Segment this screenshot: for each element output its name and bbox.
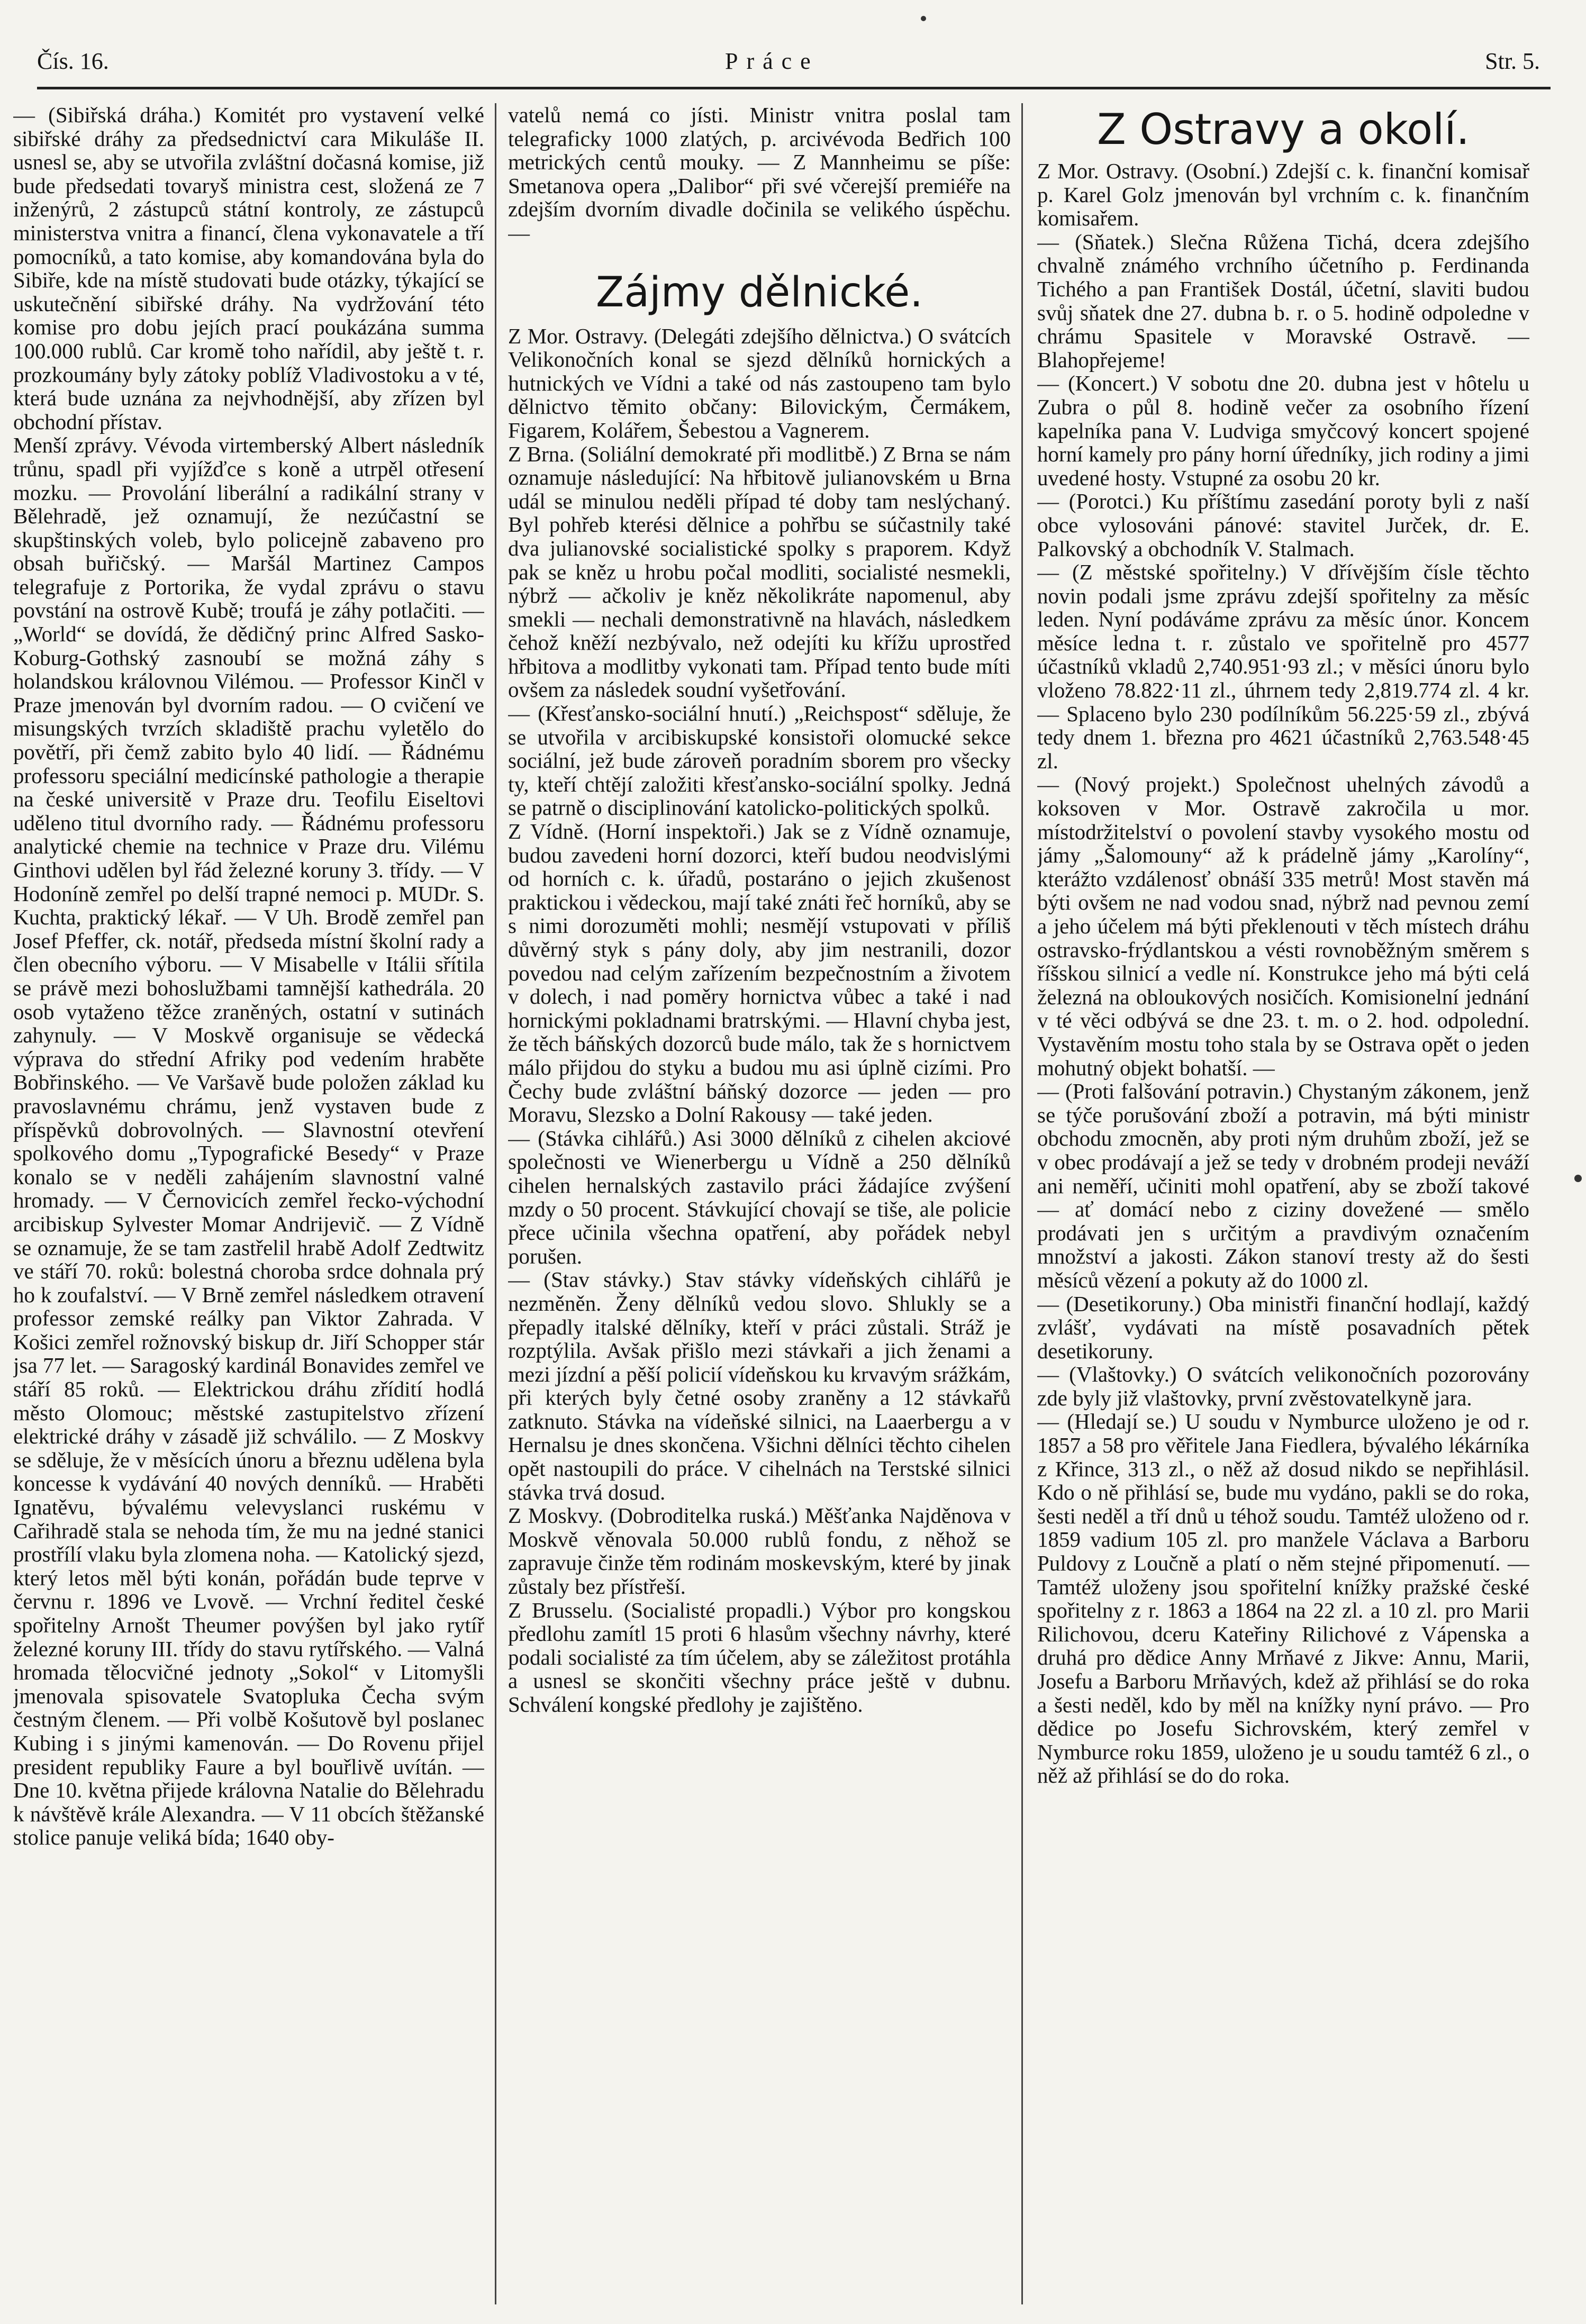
article-swallows: — (Vlaštovky.) O svátcích velikonočních pozorovány zde byly již vlaštovky, první zvěstovatelkyně jara. (1037, 1362, 1529, 1410)
article-wedding: — (Sňatek.) Slečna Růžena Tichá, dcera zdejšího chvalně známého vrchního účetního p. Ferdinanda Tichého a pan František Dostál, účetní, slaviti budou svůj sňatek dne 27. dubna b. r. o 5. hodině odpoledne v chrámu Spasitele v Moravské Ostravě. — Blahopřejeme! (1037, 229, 1529, 372)
article-new-project: — (Nový projekt.) Společnost uhelných závodů a koksoven v Mor. Ostravě zakročila u mor. místodržitelství o povolení stavby vysokého mostu od jámy „Šalomouny“ až k prádelně jámy „Karolíny“, kterážto vzdálenosť obnáší 335 metrů! Most stavěn má býti ovšem ne nad vodou snad, nýbrž nad pevnou zemí a jeho účelem má býti překlenouti v těch místech dráhu ostravsko-frýdlantskou a vésti rovnoběžným směrem s říšskou silnicí a vedle ní. Konstrukce jeho má býti celá železná na obloukových nosičích. Komisionelní jednání v té věci odbývá se dne 23. t. m. o 2. hod. odpolední. Vystavěním mostu toho stala by se Ostrava opět o jeden mohutný objekt bohatší. — (1037, 772, 1529, 1080)
column-1 (13, 103, 484, 1849)
article-strike-status: — (Stav stávky.) Stav stávky vídeňských cihlářů je nezměněn. Ženy dělníků vedou slovo. Shlukly se a přepadly italské dělníky, kteří v práci zůstali. Stráž je rozptýlila. Avšak přišlo mezi stávkaři a jich ženami a mezi jízdní a pěší policií vídeňskou ku krvavým srážkám, při kterých byly četné osoby zraněny a 12 stávkařů zatknuto. Stávka na vídeňské silnici, na Laaerbergu a v Hernalsu je dnes skončena. Všichni dělníci těchto cihelen opět nastoupili do práce. V cihelnách na Terstské silnici stávka trvá dosud. (508, 1267, 1011, 1504)
column-divider-1 (495, 103, 496, 2304)
article-ten-crowns: — (Desetikoruny.) Oba ministři finanční hodlají, každý zvlášť, vydávati na místě posavadních pětek desetikoruny. (1037, 1291, 1529, 1363)
article-delegates: Z Mor. Ostravy. (Delegáti zdejšího dělnictva.) O svátcích Velikonočních konal se sjezd dělníků hornických a hutnických ve Vídni a také od nás zastoupeno tam bylo dělnictvo těmito občany: Bilovickým, Čermákem, Figarem, Kolářem, Šebestou a Vagnerem. (508, 323, 1011, 442)
column-2 (508, 103, 1011, 1717)
issue-number: Čís. 16. (37, 48, 109, 74)
column-divider-2 (1021, 103, 1023, 2304)
article-food-adulteration: — (Proti falšování potravin.) Chystaným zákonem, jenž se týče porušování zboží a potravin, má býti ministr obchodu zmocněn, aby proti ným druhům zboží, jež se v obec prodávají a jež se tedy v drobném prodeji neváží ani neměří, učiniti mohl opatření, aby se zboží takové — ať domácí nebo z ciziny dovežené — smělo prodávati jen s určitým a pravdivým označením množství a jakosti. Zákon stanoví tresty až do šesti měsíců vězení a pokuty až do 1000 zl. (1037, 1079, 1529, 1292)
page-header (37, 48, 1551, 85)
print-speck (921, 16, 926, 21)
article-vienna-inspectors: Z Vídně. (Horní inspektoři.) Jak se z Vídně oznamuje, budou zavedeni horní dozorci, kteří budou neodvislými od horních c. k. úřadů, postaráno o jejich zkušenost praktickou i vědeckou, mají také znáti řeč horníků, aby se s nimi dorozuměti mohli; nesmějí vstupovati v příliš důvěrný styk s pány doly, aby jim nestranili, dozor povedou nad celým zařízením bezpečnostním a životem v dolech, i nad poměry hornictva vůbec a také i nad hornickými pokladnami bratrskými. — Hlavní chyba jest, že těch báňských dozorců bude málo, tak že s hornictvem málo přijdou do styku a budou mu asi úplně cizími. Pro Čechy bude zvláštní báňský dozorce — jeden — pro Moravu, Slezsko a Dolní Rakousy — také jeden. (508, 819, 1011, 1127)
article-continuation: vatelů nemá co jísti. Ministr vnitra poslal tam telegraficky 1000 zlatých, p. arcivévoda Bedřich 100 metrických centů mouky. — Z Mannheimu se píše: Smetanova opera „Dalibor“ při své včerejší premiéře na zdejším dvorním divadle dočinila se velikého úspěchu. — (508, 103, 1011, 245)
section-heading-ostrava: Z Ostravy a okolí. (1097, 105, 1470, 154)
print-speck (1574, 1175, 1582, 1182)
article-brno: Z Brna. (Soliální demokraté při modlitbě.) Z Brna se nám oznamuje následující: Na hřbitově julianovském u Brna udál se minulou neděli případ té doby tam neslýchaný. Byl pohřeb kterési dělnice a pohřbu se súčastnily také dva julianovské socialistické spolky s praporem. Když pak se kněz u hrobu počal modliti, socialisté nesmekli, nýbrž — ačkoliv je kněz několikráte napomenul, aby smekli — nechali demonstrativně na hlavách, následkem čehož kněží nezbývalo, než odejíti ku křížu uprostřed hřbitova a modlitby vykonati tam. Případ tento bude míti ovšem za následek soudní vyšetřování. (508, 441, 1011, 702)
article-brickworkers-strike: — (Stávka cihlářů.) Asi 3000 dělníků z cihelen akciové společnosti ve Wienerbergu u Vídně a 250 dělníků cihelen hernalských zastavilo práci žádajíce zvýšení mzdy o 50 procent. Stávkující chovají se tiše, ale policie přece učinila všechna opatření, aby pořádek nebyl porušen. (508, 1125, 1011, 1268)
section-heading-workers: Zájmy dělnické. (595, 268, 923, 316)
article-brussels: Z Brusselu. (Socialisté propadli.) Výbor pro kongskou předlohu zamítl 15 proti 6 hlasům všechny návrhy, které podali socialisté za tím účelem, aby se záležitost protáhla a usnesl se skončiti všechny práce ještě v dubnu. Schválení kongské předlohy je zajištěno. (508, 1597, 1011, 1717)
article-personal: Z Mor. Ostravy. (Osobní.) Zdejší c. k. finanční komisař p. Karel Golz jmenován byl vrchním c. k. finančním komisařem. (1037, 159, 1529, 231)
newspaper-title: Práce (725, 48, 819, 74)
header-rule (37, 87, 1551, 89)
article-siberian-railway: — (Sibiřská dráha.) Komitét pro vystavení velké sibiřské dráhy za předsednictví cara Mikuláše II. usnesl se, aby se utvořila zvláštní dočasná komise, již bude předsedati tovaryš ministra cest, složená ze 7 inženýrů, 2 zástupců státní kontroly, ze zástupců ministerstva vnitra a financí, člena vykonavatele a tří pomocníků, a tato komise, aby komandována byla do Sibiře, kde na místě studovati bude otázky, týkající se uskutečnění sibiřské dráhy. Na vydržování této komise pro dobu jejích prací poukázána summa 100.000 rublů. Car kromě toho nařídil, aby ještě t. r. prozkoumány byly zátoky poblíž Vladivostoku a v té, která bude uznána za nejvhodnější, aby zřízen byl obchodní přístav. (13, 103, 484, 434)
article-minor-news: Menší zprávy. Vévoda virtemberský Albert následník trůnu, spadl při vyjížďce s koně a utrpěl otřesení mozku. — Provolání liberální a radikální strany v Bělehradě, jež oznamují, že nezúčastní se skupštinských voleb, bylo policejně zabaveno pro obsah buřičský. — Maršál Martinez Campos telegrafuje z Portorika, že vydal zprávu o stavu povstání na ostrově Kubě; troufá je záhy potlačiti. — „World“ se dovídá, že dědičný princ Alfred Sasko-Koburg-Gothský zasnoubí se možná záhy s holandskou královnou Vilémou. — Professor Kinčl v Praze jmenován byl dvorním radou. — O cvičení ve misungských tvrzích skladiště prachu vyletělo do povětří, při čemž zabito bylo 40 lidí. — Řádnému professoru speciální medicínské pathologie a therapie na české universitě v Praze dru. Teofilu Eiseltovi uděleno titul dvorního rady. — Řádnému professoru analytické chemie na technice v Praze dru. Vilému Ginthovi udělen byl řád železné koruny 3. třídy. — V Hodoníně zemřel po delší trapné nemoci p. MUDr. S. Kuchta, praktický lékař. — V Uh. Brodě zemřel pan Josef Pfeffer, ck. notář, předseda místní školní rady a člen obecního výboru. — V Misabelle v Itálii sřítila se právě mezi bohoslužbami tamnější kathedrála. 20 osob vytaženo těžce zraněných, ostatní v sutinách zahynuly. — V Moskvě organisuje se vědecká výprava do střední Afriky pod vedením hraběte Bobřinského. — Ve Varšavě bude položen základ ku pravoslavnému chrámu, jenž vystaven bude z příspěvků dobrovolných. — Slavnostní otevření spolkového domu „Typografické Besedy“ v Praze konalo se v neděli zahájením slavnostní valné hromady. — V Černovicích zemřel řecko-východní arcibiskup Sylvester Momar Andrijevič. — Z Vídně se oznamuje, že se tam zastřelil hrabě Adolf Zedtwitz ve stáří 70. roků: bolestná choroba srdce dohnala prý ho k zoufalství. — V Brně zemřel následkem otravení professor zemské reálky pan Viktor Zahrada. V Košici zemřel rožnovský biskup dr. Jiří Schopper stár jsa 77 let. — Saragoský kardinál Bonavides zemřel ve stáří 85 roků. — Elektrickou dráhu zřídití hodlá město Olomouc; městské zastupitelstvo zřízení elektrické dráhy v zásadě již schválilo. — Z Moskvy se sděluje, že v měsících únoru a březnu udělena byla koncesse k vydávání 40 nových denníků. — Hraběti Ignatěvu, bývalému velevyslanci ruskému v Cařihradě stala se nehoda tím, že mu na jedné stanici prostřílí vlaku byla zlomena noha. — Katolický sjezd, který letos měl býti konán, pořádán bude teprve v červnu r. 1896 ve Lvově. — Vrchní ředitel české spořitelny Arnošt Theumer povýšen byl jako rytíř železné koruny III. třídy do stavu rytířského. — Valná hromada tělocvičné jednoty „Sokol“ v Litomyšli jmenovala spisovatele Svatopluka Čecha svým čestným členem. — Při volbě Košutově byl poslanec Kubing i s jinými kamenován. — Do Rovenu přijel president republiky Faure a byl bouřlivě uvítán. — Dne 10. května přijede královna Natalie do Bělehradu k návštěvě krále Alexandra. — V 11 obcích štěžanské stolice panuje veliká bída; 1640 oby- (13, 433, 484, 1849)
article-savings-bank: — (Z městské spořitelny.) V dřívějším čísle těchto novin podali jsme zprávu zdejší spořitelny za měsíc leden. Nyní podáváme zprávu za měsíc únor. Koncem měsíce ledna t. r. zůstalo ve spořitelně pro 4577 účastníků vkladů 2,740.951·93 zl.; v měsíci únoru bylo vloženo 78.822·11 zl., úhrnem tedy 2,819.774 zl. 4 kr. — Splaceno bylo 230 podílníkům 56.225·59 zl., zbývá tedy dnem 1. března pro 4621 účastníků 2,763.548·45 zl. (1037, 560, 1529, 773)
article-christian-social: — (Křesťansko-sociální hnutí.) „Reichspost“ sděluje, že se utvořila v arcibiskupské konsistoři olomucké sekce sociální, jež bude zároveň poradním sborem pro všecky ty, kteří chtějí založiti křesťansko-sociální spolky. Jedná se patrně o disciplinování katolicko-politických spolků. (508, 701, 1011, 820)
page-number: Str. 5. (1485, 48, 1540, 74)
column-3 (1037, 103, 1529, 1787)
article-concert: — (Koncert.) V sobotu dne 20. dubna jest v hôtelu u Zubra o půl 8. hodině večer za osobního řízení kapelníka pana V. Ludviga smyčcový koncert spojené horní kamely pro pány horní úředníky, jich rodiny a jimi uvedené hosty. Vstupné za osobu 20 kr. (1037, 371, 1529, 490)
article-wanted: — (Hledají se.) U soudu v Nymburce uloženo je od r. 1857 a 58 pro věřitele Jana Fiedlera, bývalého lékárníka z Křince, 313 zl., o něž až dosud nikdo se nepřihlásil. Kdo o ně přihlásí se, bude mu vydáno, pakli se do roka, šesti neděl a tří dnů u téhož soudu. Tamtéž uloženo od r. 1859 vadium 105 zl. pro manžele Václava a Barboru Puldovy z Loučně a platí o něm stejné připomenutí. — Tamtéž uloženy jsou spořitelní knížky pražské české spořitelny z r. 1863 a 1864 na 22 zl. a 10 zl. pro Marii Rilichovou, dceru Kateřiny Rilichové z Vápenska a druhá pro dědice Anny Mrňavé z Jikve: Annu, Marii, Josefu a Barboru Mrňavých, kdež až přihlásí se do roka a šesti neděl, kdo by měl na knížky nyní právo. — Pro dědice po Josefu Sichrovském, který zemřel v Nymburce roku 1859, uloženo je u soudu tamtéž 6 zl., o něž až přihlásí se do do roka. (1037, 1409, 1529, 1787)
article-moscow: Z Moskvy. (Dobroditelka ruská.) Měšťanka Najděnova v Moskvě věnovala 50.000 rublů fondu, z něhož se zapravuje činže těm rodinám moskevským, které by jinak zůstaly bez přístřeší. (508, 1503, 1011, 1599)
article-jurors: — (Porotci.) Ku příštímu zasedání poroty byli z naší obce vylosováni pánové: stavitel Jurček, dr. E. Palkovský a obchodník V. Stalmach. (1037, 489, 1529, 561)
